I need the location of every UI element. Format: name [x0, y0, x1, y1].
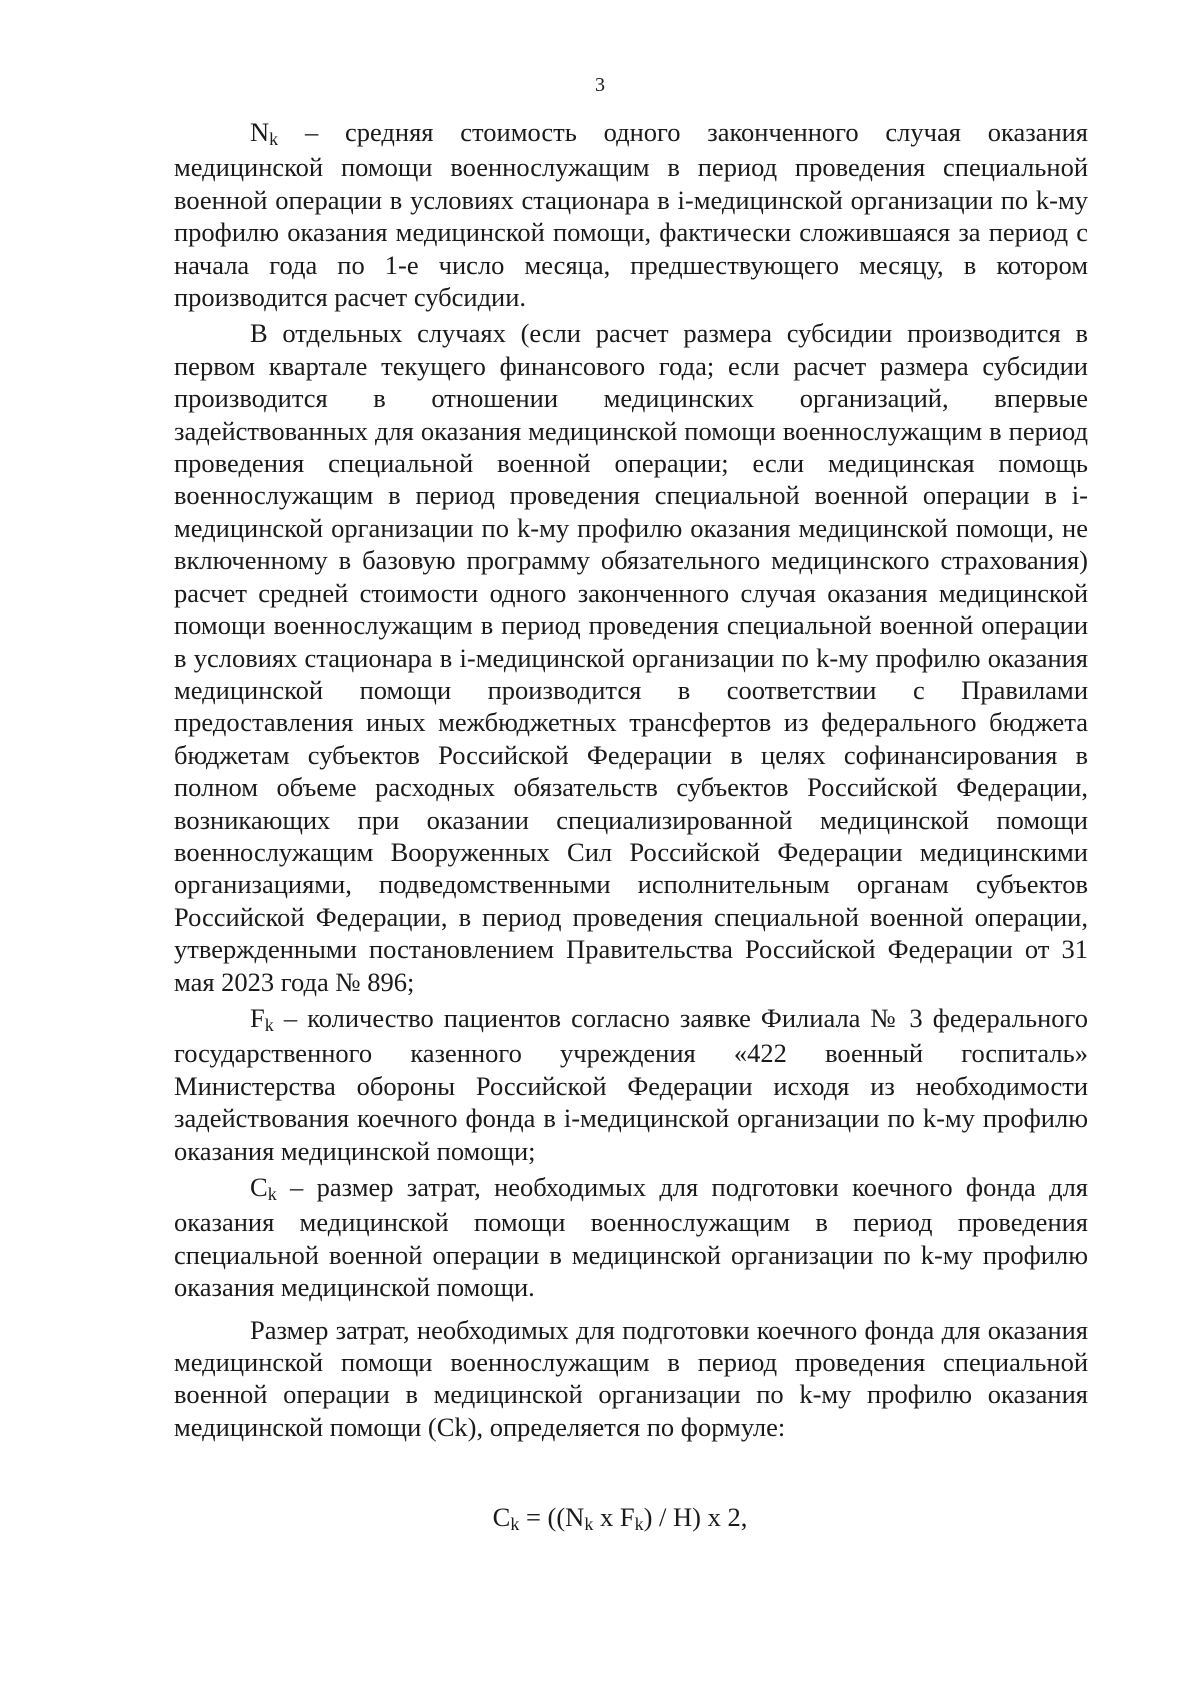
symbol-f-subscript: k	[264, 1014, 274, 1035]
paragraph-text: Размер затрат, необходимых для подготовки коечного фонда для оказания медицинской помощи военнослужащим в период проведения специальной военной операции в медицинской организации по k-му профилю оказания медицинской помощи (Ck), определяется по формуле:	[174, 1314, 1088, 1442]
symbol-n-subscript: k	[269, 128, 279, 149]
paragraph-text: В отдельных случаях (если расчет размера субсидии производится в первом квартале текущего финансового года; если расчет размера субсидии производится в отношении медицинских организаций, впервые задействованных для оказания медицинской помощи военнослужащим в период проведения специальной военной операции; если медицинская помощь военнослужащим в период проведения специальной военной операции в i-медицинской организации по k-му профилю оказания медицинской помощи, не включенному в базовую программу обязательного медицинского страхования) расчет средней стоимости одного законченного случая оказания медицинской помощи военнослужащим в период проведения специальной военной операции в условиях стационара в i-медицинской организации по k-му профилю оказания медицинской помощи производится в соответствии с Правилами предоставления иных межбюджетных трансфертов из федерального бюджета бюджетам субъектов Российской Федерации в целях софинансирования в полном объеме расходных обязательств субъектов Российской Федерации, возникающих при оказании специализированной медицинской помощи военнослужащим Вооруженных Сил Российской Федерации медицинскими организациями, подведомственными исполнительным органам субъектов Российской Федерации, в период проведения специальной военной операции, утвержденными постановлением Правительства Российской Федерации от 31 мая 2023 года № 896;	[174, 318, 1088, 997]
formula-f-subscript: k	[634, 1513, 644, 1534]
paragraph-fk-definition	[174, 1002, 1088, 1167]
symbol-c: C	[250, 1172, 268, 1202]
formula-n-subscript: k	[584, 1513, 594, 1534]
document-body	[174, 116, 1088, 1443]
symbol-n: N	[250, 117, 270, 147]
paragraph-text: – средняя стоимость одного законченного случая оказания медицинской помощи военнослужащим в период проведения специальной военной операции в условиях стационара в i-медицинской организации по k-му профилю оказания медицинской помощи, фактически сложившаяся за период с начала года по 1-е число месяца, предшествующего месяцу, в котором производится расчет субсидии.	[174, 117, 1088, 313]
formula-eq: = ((N	[519, 1502, 585, 1532]
paragraph-text: – количество пациентов согласно заявке Филиала № 3 федерального государственного казенного учреждения «422 военный госпиталь» Министерства обороны Российской Федерации исходя из необходимости задействования коечного фонда в i-медицинской организации по k-му профилю оказания медицинской помощи;	[174, 1002, 1088, 1166]
paragraph-special-cases	[174, 317, 1088, 998]
paragraph-text: – размер затрат, необходимых для подготовки коечного фонда для оказания медицинской помощи военнослужащим в период проведения специальной военной операции в медицинской организации по k-му профилю оказания медицинской помощи.	[174, 1172, 1088, 1303]
formula-rest: ) / H) x 2,	[643, 1502, 748, 1532]
formula-lhs-subscript: k	[510, 1513, 520, 1534]
page-number: 3	[595, 74, 605, 96]
ck-formula	[0, 1502, 1200, 1533]
symbol-f: F	[250, 1002, 265, 1033]
formula-lhs: C	[492, 1502, 511, 1532]
formula-times: x F	[593, 1502, 635, 1532]
paragraph-ck-formula-intro	[174, 1314, 1088, 1444]
symbol-c-subscript: k	[267, 1183, 277, 1204]
paragraph-nk-definition	[174, 116, 1088, 313]
paragraph-ck-definition	[174, 1171, 1088, 1304]
